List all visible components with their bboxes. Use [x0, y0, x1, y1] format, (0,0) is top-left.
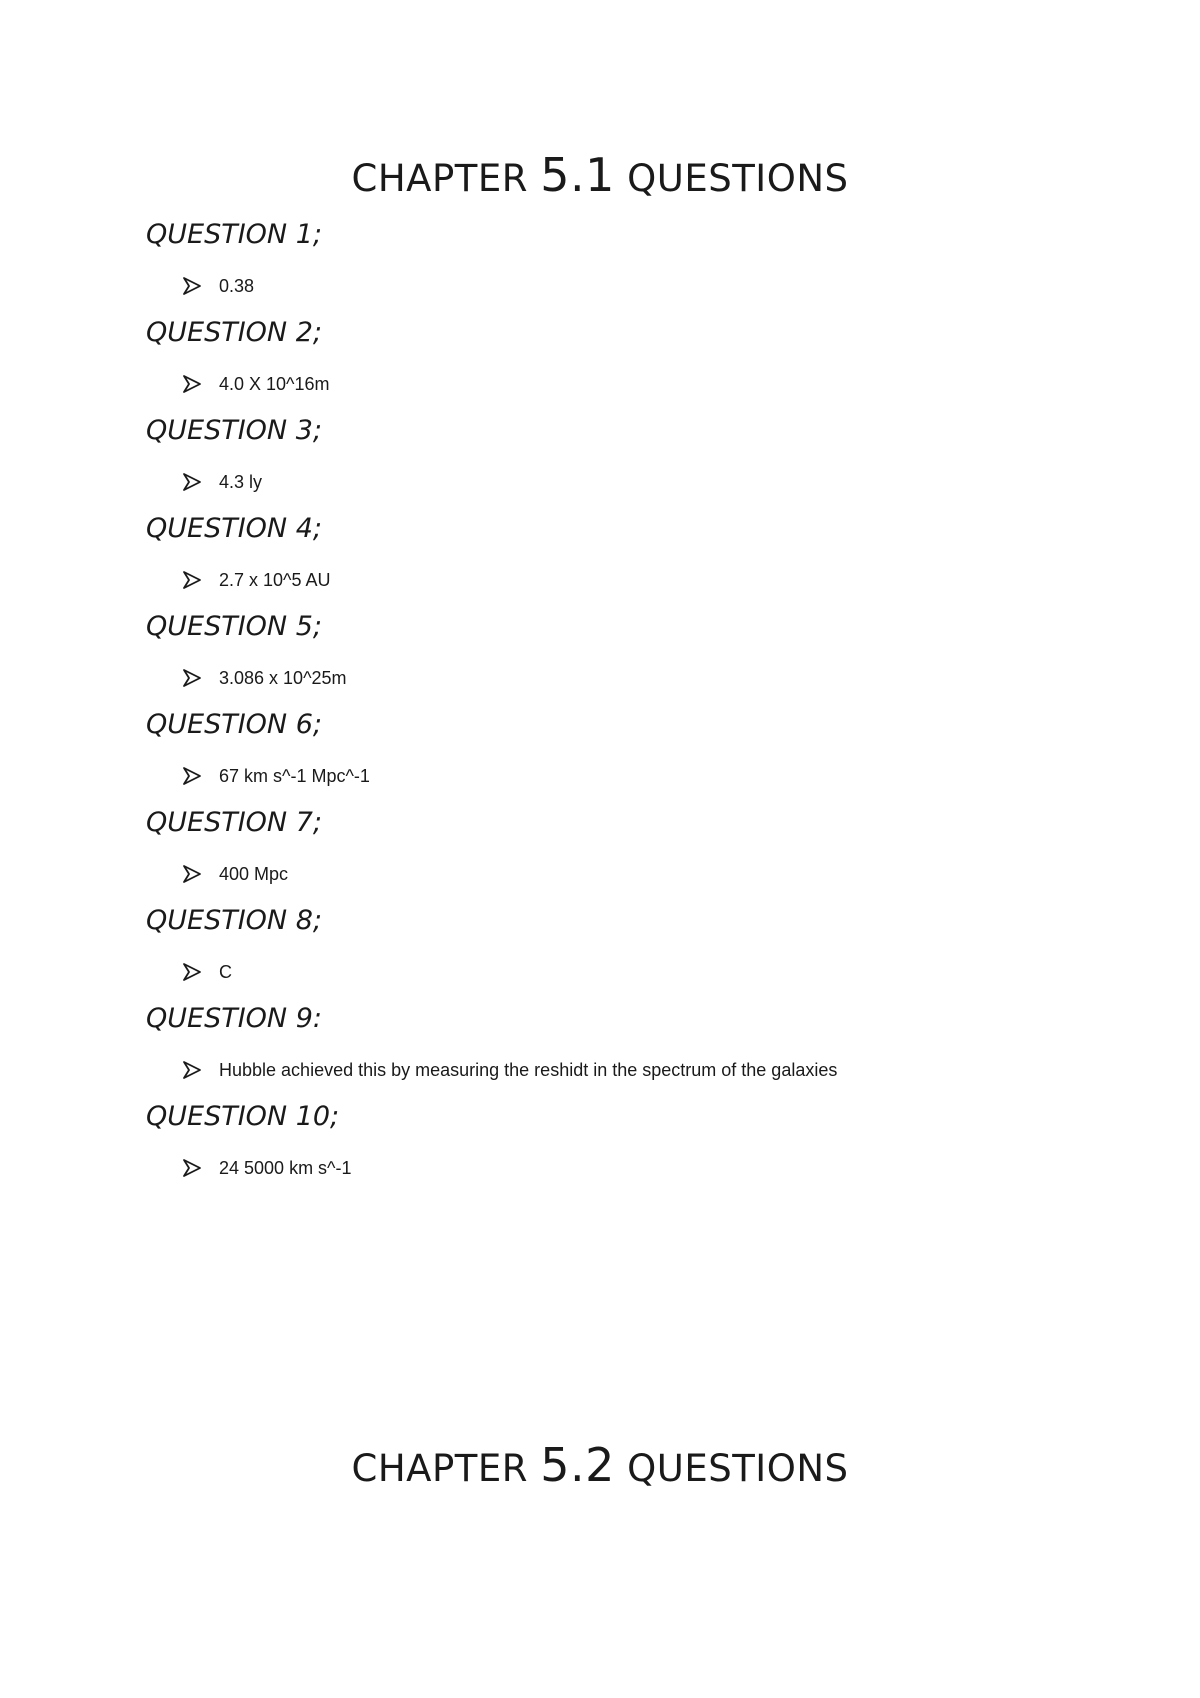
chapter-prefix: CHAPTER — [351, 1447, 541, 1490]
arrowhead-bullet-icon — [182, 276, 202, 296]
answer-text: 2.7 x 10^5 AU — [219, 570, 331, 590]
question-block-5 — [146, 609, 1146, 707]
question-block-1 — [146, 217, 1146, 315]
question-label: QUESTION 3; — [146, 415, 322, 446]
chapter-heading-5-1 — [0, 148, 1200, 202]
question-label: QUESTION 4; — [146, 513, 322, 544]
question-block-2 — [146, 315, 1146, 413]
question-label: QUESTION 5; — [146, 611, 322, 642]
question-label: QUESTION 8; — [146, 905, 322, 936]
arrowhead-bullet-icon — [182, 1060, 202, 1080]
question-block-4 — [146, 511, 1146, 609]
question-block-6 — [146, 707, 1146, 805]
answer-item — [182, 862, 288, 886]
chapter-prefix: CHAPTER — [351, 157, 541, 200]
answer-item — [182, 764, 370, 788]
question-block-9 — [146, 1001, 1146, 1099]
answer-item — [182, 274, 254, 298]
answer-text: 67 km s^-1 Mpc^-1 — [219, 766, 370, 786]
answer-text: 400 Mpc — [219, 864, 289, 884]
arrowhead-bullet-icon — [182, 864, 202, 884]
question-block-7 — [146, 805, 1146, 903]
chapter-suffix: QUESTIONS — [614, 1447, 849, 1490]
arrowhead-bullet-icon — [182, 570, 202, 590]
question-label: QUESTION 9: — [146, 1003, 322, 1034]
question-block-3 — [146, 413, 1146, 511]
arrowhead-bullet-icon — [182, 472, 202, 492]
answer-item — [182, 568, 331, 592]
answer-item — [182, 666, 347, 690]
arrowhead-bullet-icon — [182, 374, 202, 394]
answer-text: 3.086 x 10^25m — [219, 668, 347, 688]
arrowhead-bullet-icon — [182, 766, 202, 786]
answer-text: 4.0 X 10^16m — [219, 374, 330, 394]
answer-item — [182, 372, 330, 396]
question-label: QUESTION 1; — [146, 219, 322, 250]
answer-item — [182, 470, 262, 494]
chapter-number: 5.2 — [540, 1438, 615, 1492]
question-block-10 — [146, 1099, 1146, 1197]
answer-text: 24 5000 km s^-1 — [219, 1158, 352, 1178]
answer-item — [182, 1156, 352, 1180]
question-label: QUESTION 10; — [146, 1101, 340, 1132]
answer-text: 0.38 — [219, 276, 255, 296]
chapter-suffix: QUESTIONS — [614, 157, 849, 200]
answer-item — [182, 1058, 837, 1082]
arrowhead-bullet-icon — [182, 668, 202, 688]
question-label: QUESTION 7; — [146, 807, 322, 838]
answer-text: 4.3 ly — [219, 472, 263, 492]
question-list — [146, 217, 1146, 1197]
question-label: QUESTION 2; — [146, 317, 322, 348]
arrowhead-bullet-icon — [182, 962, 202, 982]
question-label: QUESTION 6; — [146, 709, 322, 740]
chapter-number: 5.1 — [540, 148, 615, 202]
question-block-8 — [146, 903, 1146, 1001]
answer-text: C — [219, 962, 232, 982]
arrowhead-bullet-icon — [182, 1158, 202, 1178]
answer-item — [182, 960, 232, 984]
chapter-heading-5-2 — [0, 1438, 1200, 1492]
answer-text: Hubble achieved this by measuring the reshidt in the spectrum of the galaxies — [219, 1060, 838, 1080]
